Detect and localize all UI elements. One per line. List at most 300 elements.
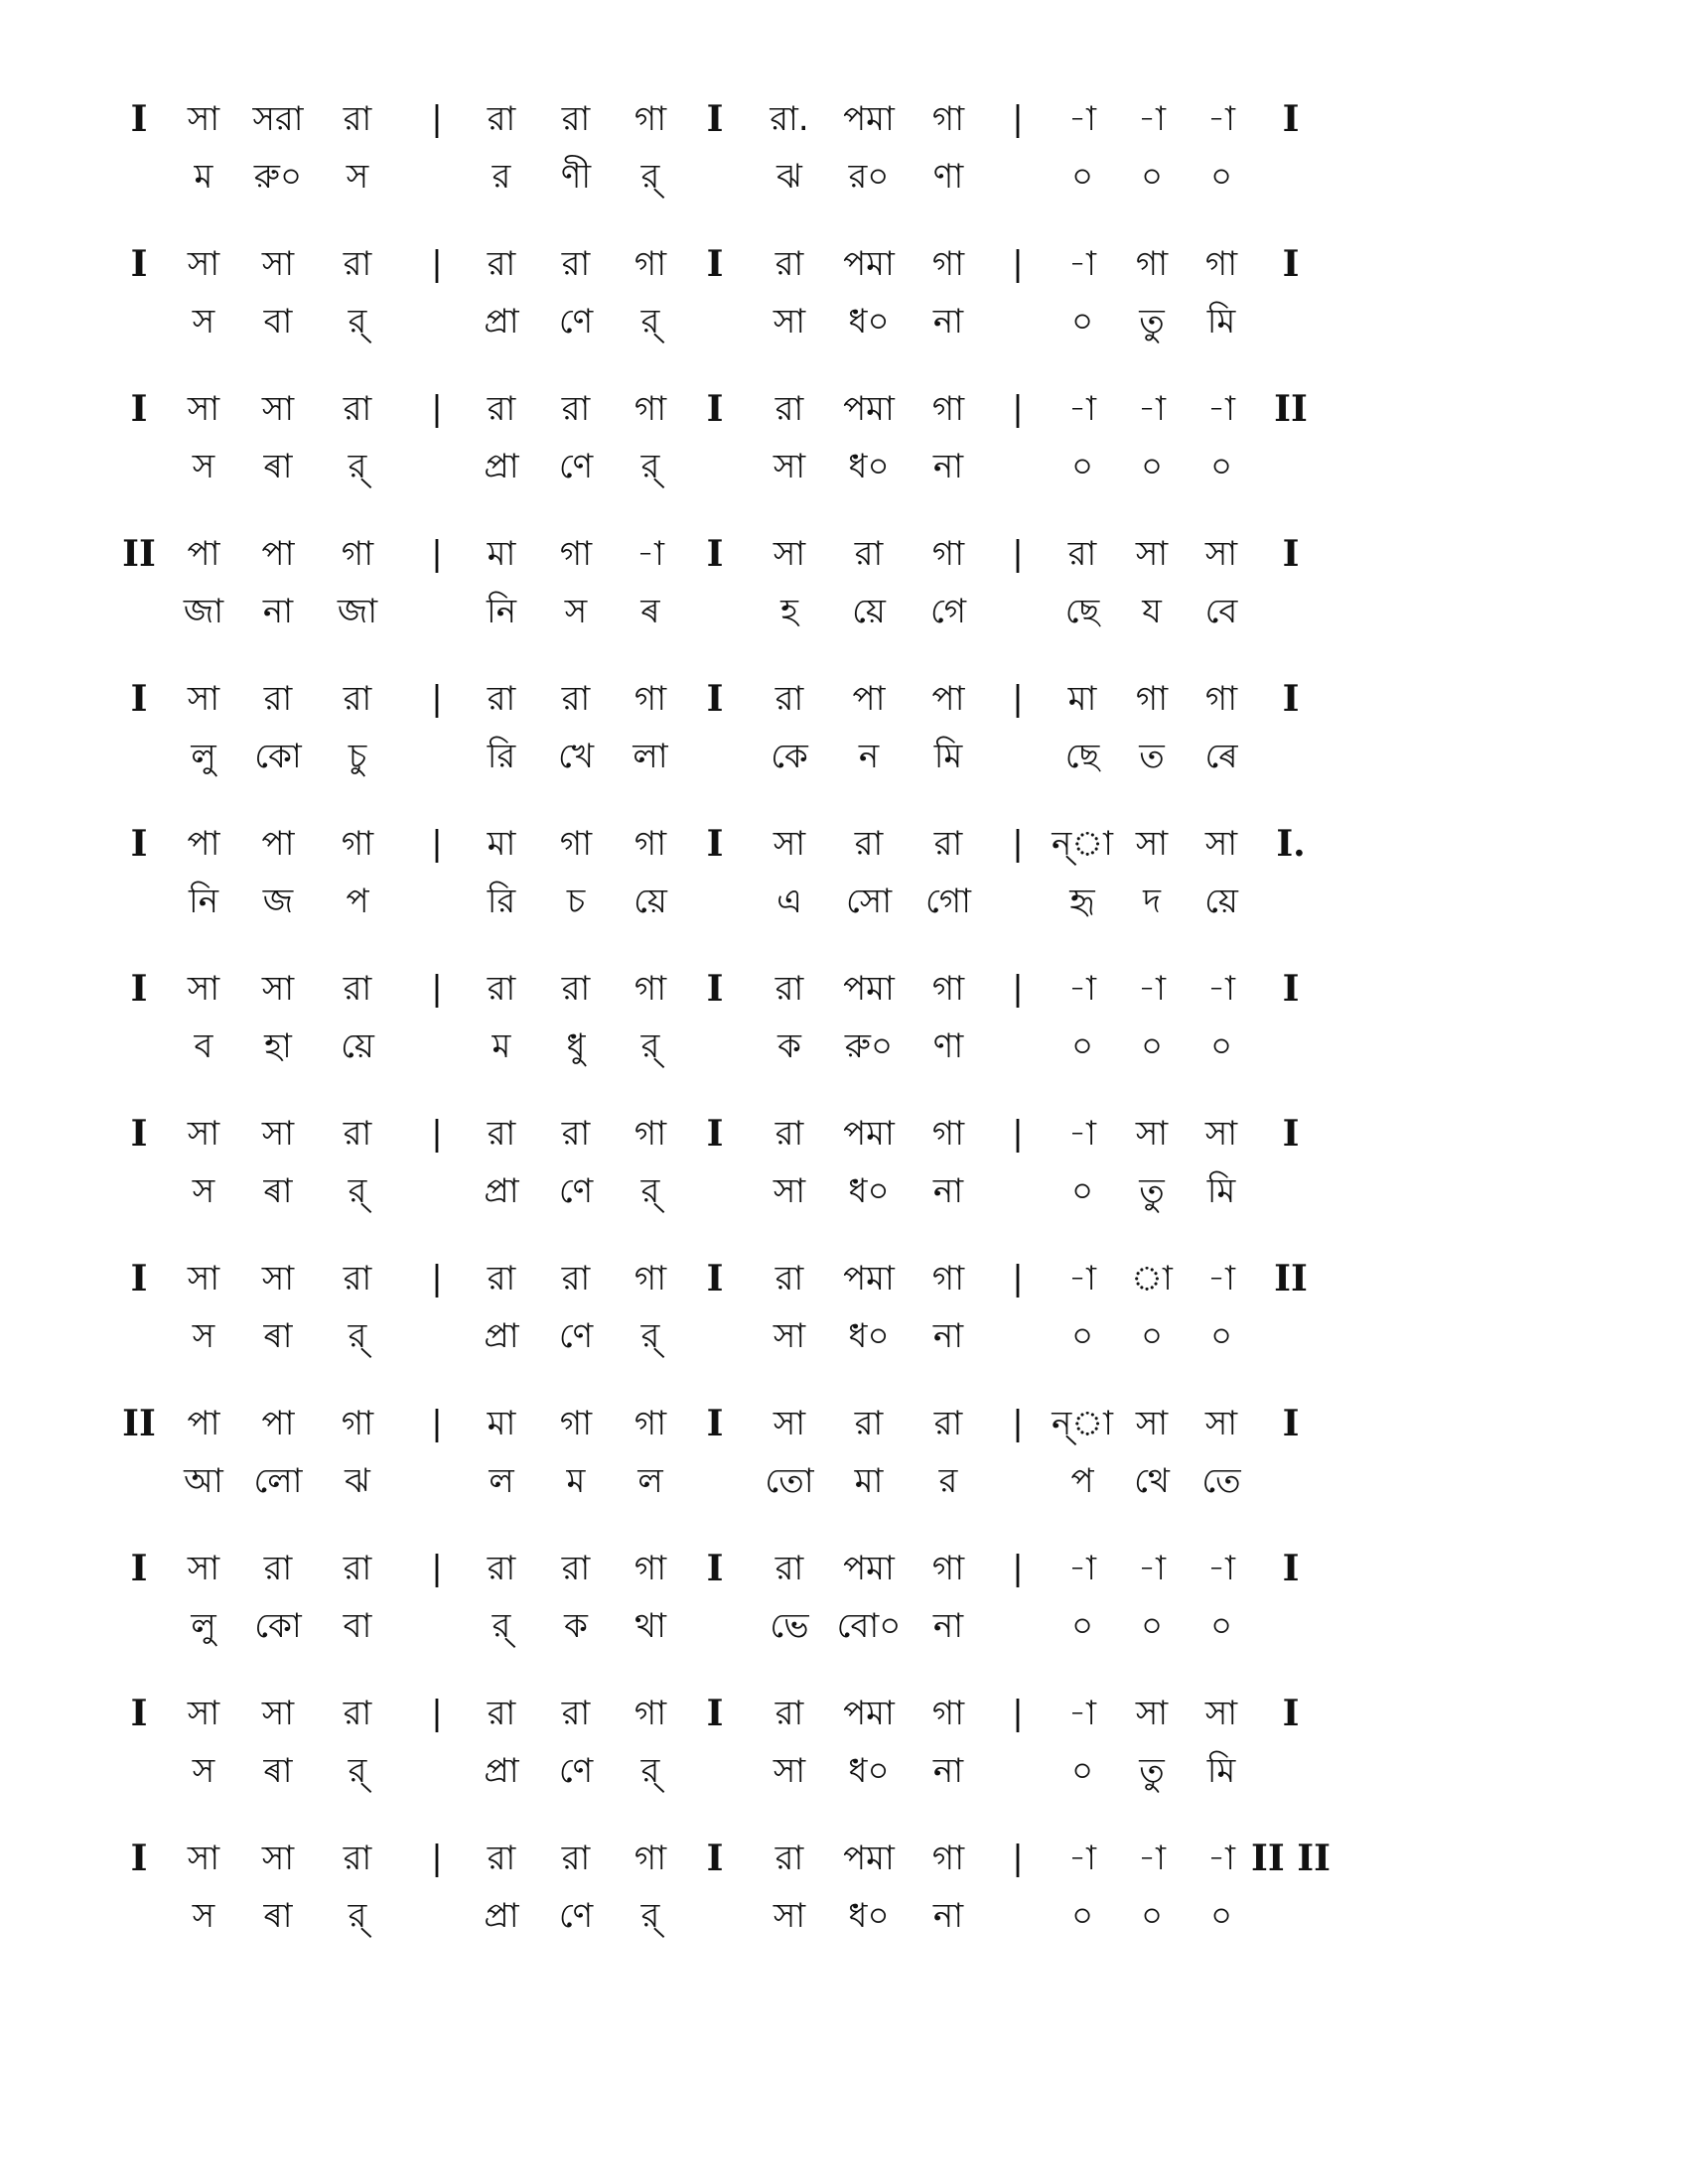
swara-note: -া [1207,1549,1235,1588]
lyric-syllable: থে [1134,1461,1170,1501]
lyric-syllable: দ [1143,882,1161,921]
lyric-syllable: তু [1139,1171,1165,1211]
lyric-syllable: ণে [558,1751,594,1791]
lyric-syllable: র্ [640,447,660,486]
swara-note: রা [774,1549,804,1588]
end-barline: I [1282,968,1300,1010]
lyric-syllable: য়ে [1204,882,1238,921]
lyric-syllable: ধ০ [848,1751,890,1791]
swara-note: রা [487,389,516,429]
swara-note: -া [636,534,664,574]
swara-note: গা [931,534,965,574]
lyric-line [129,1306,1559,1366]
swara-note: রা [343,1114,372,1154]
lyric-syllable: ব [194,1026,213,1066]
end-barline: I [1282,1693,1300,1734]
lyric-syllable: স [192,1751,215,1791]
swara-note: -া [1138,1839,1166,1878]
lyric-syllable: ল [489,1461,514,1501]
lyric-syllable: থা [634,1606,666,1646]
swara-note: সা [1204,824,1238,864]
end-barline: I [1282,533,1300,575]
swara-line [129,669,1559,729]
lyric-syllable: ন [858,737,880,776]
swara-note: রা [487,99,516,139]
lyric-line [129,292,1559,351]
lyric-syllable: ৰা [263,447,293,486]
section-barline: I [706,98,724,140]
beat-separator: | [431,1694,443,1733]
lyric-syllable: র্ [640,1751,660,1791]
lyric-line [129,1886,1559,1946]
notation-block [129,1539,1559,1684]
end-barline: II [1274,1258,1308,1299]
lyric-syllable: ০ [1140,1026,1164,1066]
lyric-syllable: না [932,1606,964,1646]
swara-note: গা [633,99,667,139]
lyric-syllable: র্ [348,302,367,341]
swara-note: পমা [843,1839,895,1878]
swara-note: গা [341,1404,374,1443]
lyric-syllable: র০ [848,157,890,197]
lyric-syllable: ম [492,1026,511,1066]
lyric-syllable: লা [633,737,668,776]
swara-note: গা [633,1259,667,1298]
swara-note: রা [774,679,804,719]
swara-note: সা [261,1694,295,1733]
swara-note: -া [1207,969,1235,1009]
end-barline: II [1274,388,1308,430]
swara-note: -া [1138,389,1166,429]
lyric-syllable: র্ [348,1171,367,1211]
beat-separator: | [1012,1839,1024,1878]
lyric-syllable: ০ [1209,1316,1233,1356]
swara-note: রা [343,1694,372,1733]
swara-line [129,1539,1559,1598]
lyric-syllable: জা [337,592,378,631]
swara-note: মা [487,534,516,574]
lyric-syllable: রু০ [253,157,303,197]
lyric-syllable: স [192,1316,215,1356]
swara-note: গা [931,1549,965,1588]
lyric-syllable: প্রা [484,447,519,486]
swara-note: গা [559,1404,593,1443]
swara-line [129,1684,1559,1743]
end-barline: I [1282,678,1300,720]
swara-note: গা [559,534,593,574]
swara-note: রা [774,969,804,1009]
lyric-syllable: মি [1206,302,1236,341]
swara-note: -া [1207,1259,1235,1298]
swara-note: সা [261,969,295,1009]
notation-block [122,524,1559,669]
swara-note: সা [261,389,295,429]
beat-separator: | [1012,244,1024,284]
lyric-syllable: ধ০ [848,447,890,486]
swara-note: সা [1135,1694,1169,1733]
swara-note: রা [561,969,591,1009]
swara-note: রা [263,1549,293,1588]
swara-note: পা [187,824,220,864]
lyric-syllable: প [346,882,369,921]
section-barline: I [706,1113,724,1155]
beat-separator: | [1012,1549,1024,1588]
lyric-syllable: ০ [1070,1316,1094,1356]
lyric-syllable: বা [263,302,293,341]
lyric-syllable: য [1142,592,1162,631]
lyric-syllable: রু০ [844,1026,894,1066]
lyric-syllable: সা [773,447,806,486]
lyric-syllable: ছে [1064,737,1100,776]
lyric-syllable: গে [929,592,967,631]
swara-note: গা [633,1694,667,1733]
swara-note: সা [187,1694,220,1733]
lyric-syllable: স [192,302,215,341]
notation-block [129,379,1559,524]
swara-line [129,1104,1559,1163]
lyric-syllable: কো [254,737,302,776]
swara-note: গা [633,1549,667,1588]
swara-note: গা [931,1839,965,1878]
notation-block [129,669,1559,814]
beat-separator: | [1012,389,1024,429]
swara-note: সা [1135,1114,1169,1154]
swara-note: রা [774,1259,804,1298]
beat-separator: | [1012,534,1024,574]
lyric-syllable: মা [854,1461,884,1501]
swara-note: গা [931,1694,965,1733]
lyric-line [129,1161,1559,1221]
swara-note: -া [1138,1549,1166,1588]
swara-note: রা [561,679,591,719]
lyric-syllable: লো [253,1461,303,1501]
end-barline: I [1282,98,1300,140]
lyric-syllable: ০ [1140,1316,1164,1356]
lyric-syllable: ০ [1209,1026,1233,1066]
swara-note: রা [561,389,591,429]
swara-note: পা [931,679,965,719]
lyric-syllable: না [932,1896,964,1936]
lyric-syllable: সা [773,1751,806,1791]
lyric-syllable: না [932,1316,964,1356]
end-barline: II II [1251,1838,1331,1879]
lyric-syllable: ০ [1070,157,1094,197]
section-barline: I [706,968,724,1010]
end-barline: I [1282,1113,1300,1155]
beat-separator: | [431,1259,443,1298]
swara-note: রা [487,1694,516,1733]
swara-note: রা [561,99,591,139]
swara-note: রা [854,824,884,864]
lyric-syllable: সা [773,1316,806,1356]
lyric-syllable: স [192,1896,215,1936]
swara-note: রা [561,244,591,284]
start-barline: I [130,823,148,865]
lyric-syllable: স [346,157,369,197]
lyric-syllable: লু [191,1606,216,1646]
lyric-syllable: নি [486,592,517,631]
swara-note: -া [1207,1839,1235,1878]
lyric-syllable: প্রা [484,1316,519,1356]
lyric-syllable: তে [1201,1461,1241,1501]
start-barline: II [122,533,156,575]
swara-note: -া [1207,99,1235,139]
swara-note: সা [187,99,220,139]
swara-note: গা [931,99,965,139]
lyric-syllable: ধ০ [848,1171,890,1211]
lyric-syllable: য়ে [341,1026,374,1066]
lyric-syllable: প্রা [484,1896,519,1936]
lyric-syllable: ছে [1064,592,1100,631]
beat-separator: | [431,1404,443,1443]
swara-note: গা [633,1404,667,1443]
lyric-syllable: হা [264,1026,292,1066]
swara-note: রা [774,389,804,429]
start-barline: I [130,388,148,430]
lyric-syllable: প্রা [484,1751,519,1791]
lyric-syllable: র্ [348,1896,367,1936]
lyric-syllable: প্রা [484,302,519,341]
lyric-syllable: ০ [1070,1751,1094,1791]
lyric-syllable: জা [183,592,224,631]
swara-note: মা [487,1404,516,1443]
lyric-syllable: ৰা [263,1316,293,1356]
swara-note: সা [187,969,220,1009]
beat-separator: | [431,679,443,719]
lyric-syllable: মি [1206,1751,1236,1791]
swara-note: গা [633,244,667,284]
swara-note: রা [561,1694,591,1733]
swara-note: গা [633,1839,667,1878]
lyric-syllable: মি [933,737,963,776]
swara-note: গা [633,389,667,429]
notation-block [129,1249,1559,1394]
lyric-syllable: রি [487,882,516,921]
swara-note: গা [1135,244,1169,284]
lyric-syllable: ম [566,1461,586,1501]
lyric-syllable: হ [780,592,798,631]
lyric-syllable: তো [765,1461,814,1501]
lyric-syllable: নি [188,882,219,921]
swara-note: রা [263,679,293,719]
lyric-syllable: আ [184,1461,223,1501]
lyric-syllable: য়ে [852,592,886,631]
lyric-syllable: ধ০ [848,1896,890,1936]
swara-note: পা [187,1404,220,1443]
beat-separator: | [431,824,443,864]
lyric-syllable: সা [773,1896,806,1936]
lyric-syllable: জ [262,882,294,921]
swara-note: সা [187,1549,220,1588]
beat-separator: | [431,389,443,429]
lyric-syllable: ০ [1070,1171,1094,1211]
swara-note: রা [487,1549,516,1588]
swara-line [129,959,1559,1019]
swara-note: রা [933,824,963,864]
swara-note: সা [261,1114,295,1154]
lyric-syllable: য়ে [633,882,667,921]
lyric-syllable: না [932,447,964,486]
swara-note: রা [561,1839,591,1878]
lyric-syllable: ল [637,1461,663,1501]
lyric-syllable: গো [925,882,971,921]
lyric-syllable: প [1070,1461,1094,1501]
lyric-syllable: র্ [640,302,660,341]
start-barline: II [122,1403,156,1444]
start-barline: I [130,98,148,140]
start-barline: I [130,1258,148,1299]
lyric-syllable: ধ০ [848,1316,890,1356]
lyric-syllable: ৰা [263,1171,293,1211]
lyric-syllable: ম [194,157,213,197]
swara-note: গা [341,534,374,574]
swara-note: রা [487,969,516,1009]
lyric-syllable: ধু [566,1026,586,1066]
lyric-syllable: কো [254,1606,302,1646]
lyric-syllable: না [262,592,294,631]
beat-separator: | [1012,1404,1024,1443]
swara-note: রা [343,1259,372,1298]
swara-note: া [1131,1259,1173,1298]
lyric-line [129,1596,1559,1656]
swara-line [129,1829,1559,1888]
swara-note: রা [933,1404,963,1443]
swara-line [129,379,1559,439]
notation-block [129,1104,1559,1249]
swara-note: রা [774,1114,804,1154]
start-barline: I [130,243,148,285]
swara-note: -া [1068,1549,1096,1588]
lyric-syllable: সা [773,302,806,341]
start-barline: I [130,968,148,1010]
swara-note: পা [187,534,220,574]
notation-block [122,1394,1559,1539]
swara-line [129,814,1559,874]
swara-note: পমা [843,1259,895,1298]
lyric-syllable: র [938,1461,958,1501]
beat-separator: | [431,1114,443,1154]
swara-line [129,1249,1559,1308]
lyric-line [129,872,1559,931]
lyric-syllable: বা [343,1606,372,1646]
start-barline: I [130,1838,148,1879]
lyric-syllable: ণা [932,1026,964,1066]
swara-note: সা [1204,1404,1238,1443]
end-barline: I [1282,1548,1300,1589]
lyric-syllable: এ [776,882,802,921]
swara-note: রা [854,1404,884,1443]
lyric-syllable: মি [1206,1171,1236,1211]
beat-separator: | [1012,1114,1024,1154]
beat-separator: | [1012,969,1024,1009]
lyric-syllable: ণে [558,1896,594,1936]
beat-separator: | [1012,1694,1024,1733]
beat-separator: | [431,969,443,1009]
swara-note: সা [1204,1694,1238,1733]
end-barline: I [1282,243,1300,285]
notation-block [129,814,1559,959]
swara-note: রা [343,1839,372,1878]
section-barline: I [706,1838,724,1879]
lyric-syllable: না [932,1751,964,1791]
swara-note: সা [187,1114,220,1154]
swara-note: সা [773,1404,806,1443]
lyric-syllable: র্ [640,1171,660,1211]
swara-note: পমা [843,1549,895,1588]
swara-note: মা [1067,679,1097,719]
start-barline: I [130,1693,148,1734]
lyric-syllable: ৰে [1204,737,1238,776]
lyric-syllable: র্ [640,1026,660,1066]
lyric-syllable: ভে [770,1606,809,1646]
lyric-syllable: ত [1139,737,1165,776]
swara-line [129,89,1559,149]
swara-note: সা [187,1839,220,1878]
swara-note: সা [1135,534,1169,574]
beat-separator: | [431,244,443,284]
swara-line [122,1394,1559,1453]
swara-note: ন্া [1052,824,1113,864]
lyric-syllable: চু [348,737,367,776]
swara-note: রা. [770,99,809,139]
swara-note: রা [774,1839,804,1878]
swara-note: পমা [843,969,895,1009]
swara-note: সা [1135,824,1169,864]
lyric-syllable: ০ [1070,447,1094,486]
lyric-syllable: ক [777,1026,801,1066]
swara-note: রা [343,99,372,139]
swara-note: রা [343,244,372,284]
beat-separator: | [1012,679,1024,719]
lyric-line [129,1451,1559,1511]
lyric-syllable: সা [773,1171,806,1211]
swara-note: সা [261,244,295,284]
lyric-syllable: ণে [558,447,594,486]
swara-note: রা [343,969,372,1009]
swara-note: পমা [843,244,895,284]
swara-note: পমা [843,1114,895,1154]
swara-note: গা [931,969,965,1009]
swara-note: পমা [843,389,895,429]
swara-note: সা [187,679,220,719]
lyric-syllable: ০ [1070,1606,1094,1646]
lyric-syllable: তু [1139,302,1165,341]
swara-note: সা [261,1259,295,1298]
swara-line [129,234,1559,294]
swara-note: সা [1204,1114,1238,1154]
swara-note: সা [1135,1404,1169,1443]
swara-note: রা [774,1694,804,1733]
swara-note: সা [261,1839,295,1878]
start-barline: I [130,1548,148,1589]
swara-note: রা [343,1549,372,1588]
beat-separator: | [1012,824,1024,864]
swara-note: -া [1068,244,1096,284]
lyric-line [129,1741,1559,1801]
swara-note: রা [487,1839,516,1878]
swara-note: -া [1138,969,1166,1009]
lyric-syllable: র্ [348,447,367,486]
beat-separator: | [1012,99,1024,139]
lyric-syllable: তু [1139,1751,1165,1791]
lyric-syllable: ক [564,1606,588,1646]
swara-note: রা [487,679,516,719]
lyric-syllable: ৰ [640,592,660,631]
swara-note: -া [1068,1114,1096,1154]
swara-note: পা [261,534,295,574]
swara-note: গা [931,389,965,429]
notation-block [129,1829,1559,1974]
